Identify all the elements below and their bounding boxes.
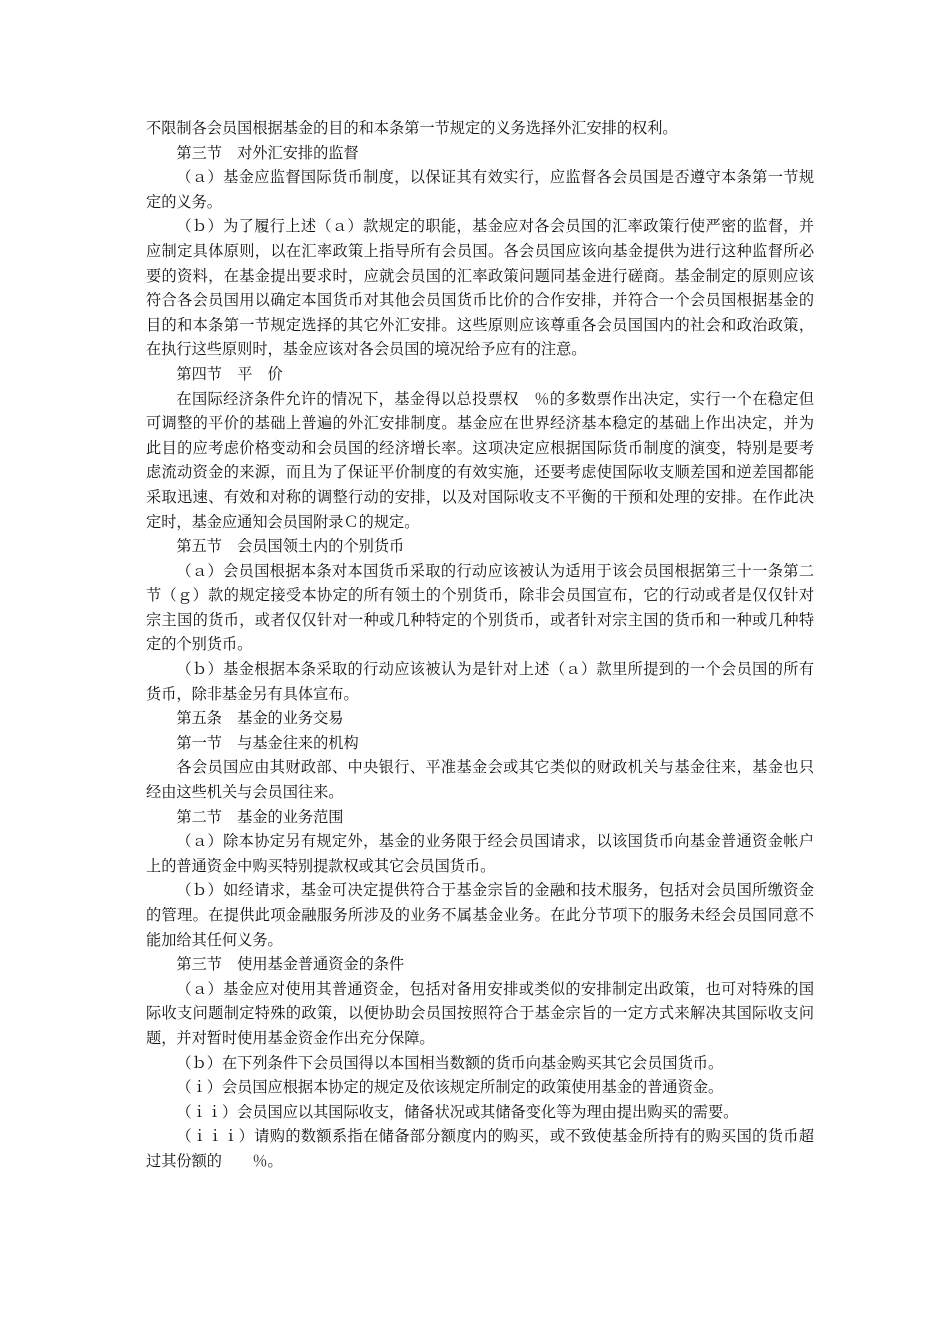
paragraph: （ａ）除本协定另有规定外，基金的业务限于经会员国请求，以该国货币向基金普通资金帐户上的普通资金中购买特别提款权或其它会员国货币。	[146, 832, 814, 875]
section-heading: 第三节 使用基金普通资金的条件	[176, 955, 405, 974]
paragraph: （ｂ）为了履行上述（ａ）款规定的职能，基金应对各会员国的汇率政策行使严密的监督，并应制定具体原则，以在汇率政策上指导所有会员国。各会员国应该向基金提供为进行这种监督所必要的资料，在基金提出要求时，应就会员国的汇率政策问题同基金进行磋商。基金制定的原则应该符合各会员国用以确定本国货币对其他会员国货币比价的合作安排，并符合一个会员国根据基金的目的和本条第一节规定选择的其它外汇安排。这些原则应该尊重各会员国国内的社会和政治政策，在执行这些原则时，基金应该对各会员国的境况给予应有的注意。	[146, 217, 814, 359]
section-heading: 第二节 基金的业务范围	[176, 807, 344, 826]
section-heading: 第五节 会员国领土内的个别货币	[176, 537, 405, 556]
paragraph: （ｂ）基金根据本条采取的行动应该被认为是针对上述（ａ）款里所提到的一个会员国的所有货币，除非基金另有具体宣布。	[146, 660, 814, 703]
section-heading: 第四节 平 价	[176, 364, 283, 383]
paragraph: （ｂ）如经请求，基金可决定提供符合于基金宗旨的金融和技术服务，包括对会员国所缴资金的管理。在提供此项金融服务所涉及的业务不属基金业务。在此分节项下的服务未经会员国同意不能加给其任何义务。	[146, 881, 814, 949]
paragraph: （ｉ）会员国应根据本协定的规定及依该规定所制定的政策使用基金的普通资金。	[176, 1078, 724, 1097]
document-page	[146, 116, 814, 1174]
paragraph: （ｉｉｉ）请购的数额系指在储备部分额度内的购买，或不致使基金所持有的购买国的货币超过其份额的 ％。	[146, 1127, 814, 1170]
paragraph: （ｉｉ）会员国应以其国际收支，储备状况或其储备变化等为理由提出购买的需要。	[176, 1102, 739, 1121]
article-heading: 第五条 基金的业务交易	[176, 709, 344, 728]
paragraph-continuation: 不限制各会员国根据基金的目的和本条第一节规定的义务选择外汇安排的权利。	[146, 119, 678, 137]
section-heading: 第一节 与基金往来的机构	[176, 733, 359, 752]
paragraph: （ｂ）在下列条件下会员国得以本国相当数额的货币向基金购买其它会员国货币。	[176, 1053, 724, 1072]
paragraph: 各会员国应由其财政部、中央银行、平准基金会或其它类似的财政机关与基金往来，基金也只经由这些机关与会员国往来。	[146, 758, 814, 802]
paragraph: （ａ）基金应监督国际货币制度，以保证其有效实行，应监督各会员国是否遵守本条第一节规定的义务。	[146, 168, 814, 211]
paragraph: （ａ）基金应对使用其普通资金，包括对备用安排或类似的安排制定出政策，也可对特殊的国际收支问题制定特殊的政策，以便协助会员国按照符合于基金宗旨的一定方式来解决其国际收支问题，并对暂时使用基金资金作出充分保障。	[146, 979, 814, 1047]
section-heading: 第三节 对外汇安排的监督	[176, 143, 359, 162]
paragraph: （ａ）会员国根据本条对本国货币采取的行动应该被认为适用于该会员国根据第三十一条第二节（ｇ）款的规定接受本协定的所有领土的个别货币，除非会员国宣布，它的行动或者是仅仅针对宗主国的货币，或者仅仅针对一种或几种特定的个别货币，或者针对宗主国的货币和一种或几种特定的个别货币。	[146, 561, 814, 654]
paragraph: 在国际经济条件允许的情况下，基金得以总投票权 ％的多数票作出决定，实行一个在稳定但可调整的平价的基础上普遍的外汇安排制度。基金应在世界经济基本稳定的基础上作出决定，并为此目的应考虑价格变动和会员国的经济增长率。这项决定应根据国际货币制度的演变，特别是要考虑流动资金的来源，而且为了保证平价制度的有效实施，还要考虑使国际收支顺差国和逆差国都能采取迅速、有效和对称的调整行动的安排，以及对国际收支不平衡的干预和处理的安排。在作此决定时，基金应通知会员国附录Ｃ的规定。	[146, 389, 814, 531]
